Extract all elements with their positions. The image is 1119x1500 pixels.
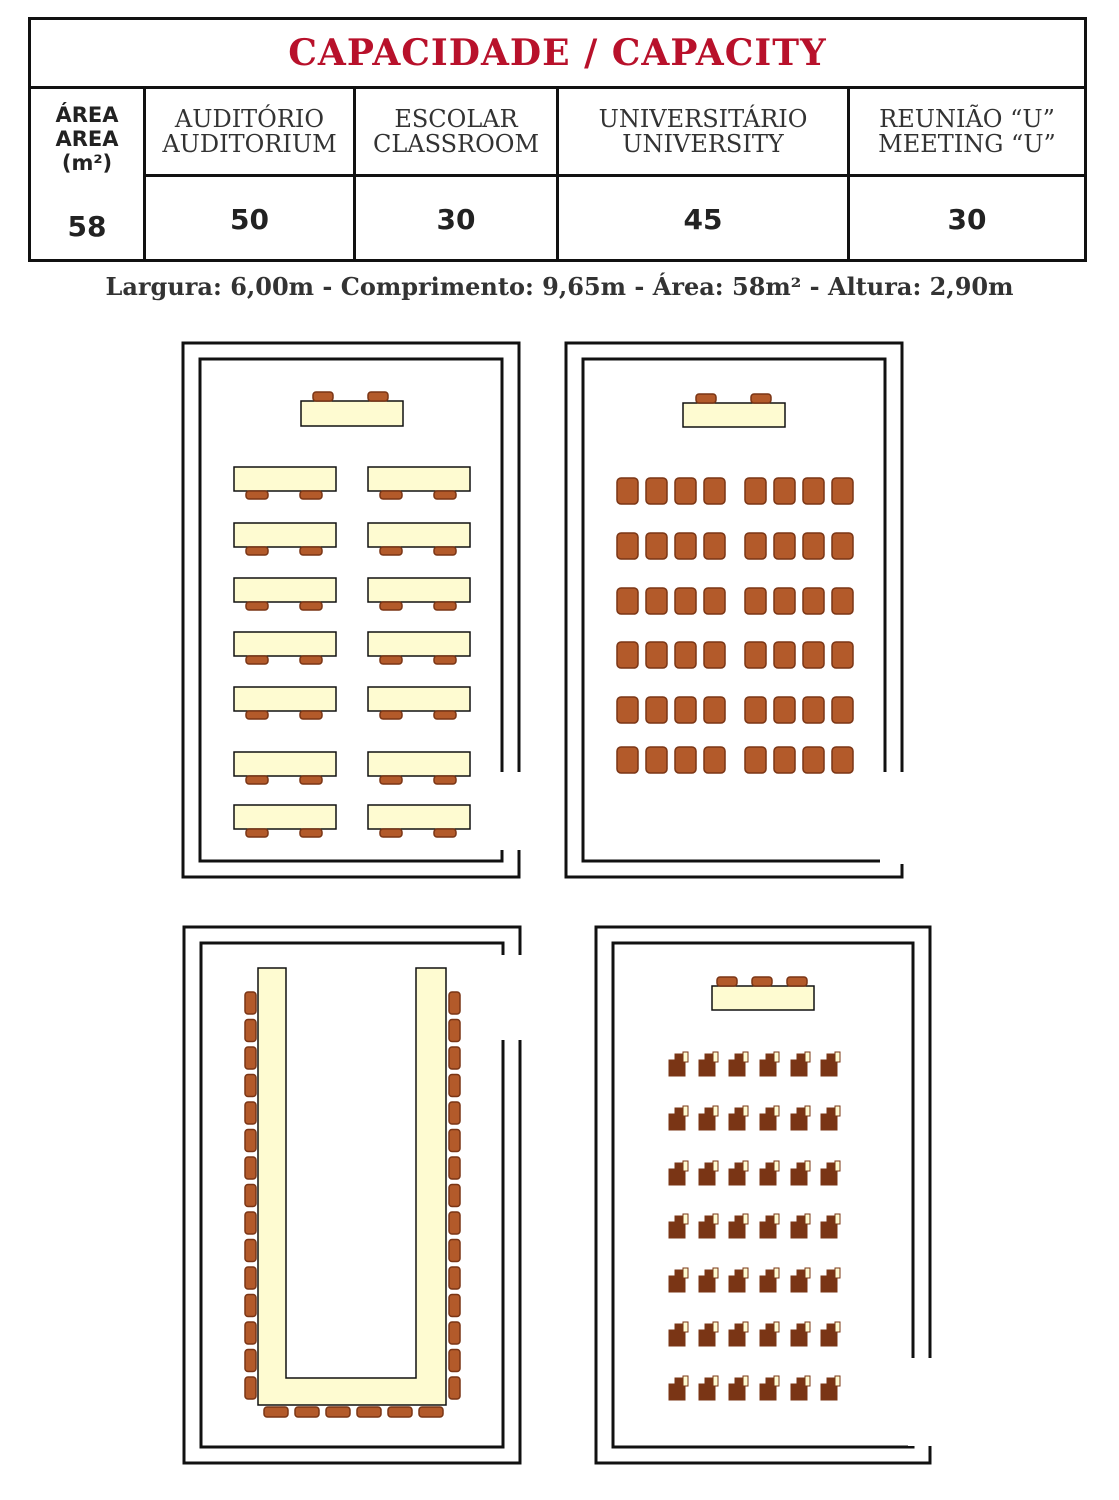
plan-meeting-u [184,927,528,1463]
armchair-desk [805,1214,810,1224]
table [368,805,470,829]
armchair-desk [774,1322,779,1332]
chair [704,533,725,559]
chair [774,642,795,668]
chair [419,1407,443,1417]
door-opening [497,772,527,850]
armchair-desk [835,1268,840,1278]
armchair-desk [835,1161,840,1171]
chair [245,1377,256,1399]
u-table [258,968,446,1405]
chair [617,478,638,504]
column-header-pt: AUDITÓRIO [174,104,325,133]
chair [246,711,268,719]
chair [246,547,268,555]
chair [449,1295,460,1317]
table [368,523,470,547]
chair [246,776,268,784]
chair [704,642,725,668]
chair [245,1047,256,1069]
chair [617,533,638,559]
capacity-title: CAPACIDADE / CAPACITY [31,20,1084,89]
chair [646,642,667,668]
plan-classroom [183,343,527,877]
chair [434,547,456,555]
chair [295,1407,319,1417]
chair [300,711,322,719]
chair [646,533,667,559]
armchair-desk [805,1161,810,1171]
chair [646,588,667,614]
armchair-desk [774,1376,779,1386]
armchair-desk [743,1376,748,1386]
chair [246,829,268,837]
table [234,578,336,602]
chair [803,588,824,614]
chair [380,547,402,555]
area-header-unit: (m²) [61,151,113,175]
chair [774,588,795,614]
table [234,632,336,656]
chair [245,1075,256,1097]
chair [246,491,268,499]
chair [803,747,824,773]
chair [245,1130,256,1152]
chair [245,1350,256,1372]
chair [832,533,853,559]
chair [803,478,824,504]
chair [704,697,725,723]
armchair-desk [713,1214,718,1224]
chair [300,656,322,664]
chair [434,829,456,837]
chair [787,977,807,986]
chair [832,747,853,773]
chair [696,394,716,403]
chair [745,533,766,559]
chair [774,533,795,559]
room-inner-wall [200,359,502,861]
armchair-desk [835,1376,840,1386]
table [234,752,336,776]
armchair-desk [774,1052,779,1062]
chair [803,697,824,723]
chair [245,1240,256,1262]
armchair-desk [743,1052,748,1062]
chair [246,656,268,664]
chair [380,602,402,610]
table [234,523,336,547]
chair [803,642,824,668]
chair [617,697,638,723]
armchair-desk [774,1268,779,1278]
armchair-desk [713,1376,718,1386]
chair [752,977,772,986]
chair [245,992,256,1014]
chair [449,1322,460,1344]
chair [380,776,402,784]
armchair-desk [743,1322,748,1332]
chair [449,992,460,1014]
armchair-desk [774,1106,779,1116]
chair [245,1212,256,1234]
chair [675,642,696,668]
chair [745,478,766,504]
chair [704,588,725,614]
table [234,805,336,829]
door-opening [880,772,910,864]
chair [675,697,696,723]
chair [617,642,638,668]
chair [300,829,322,837]
armchair-desk [683,1376,688,1386]
room-dimensions: Largura: 6,00m - Comprimento: 9,65m - Área: 58m² - Altura: 2,90m [105,272,1014,301]
chair [617,747,638,773]
chair [774,697,795,723]
chair [646,747,667,773]
chair [774,478,795,504]
value-auditorium: 50 [230,203,269,236]
chair [745,697,766,723]
armchair-desk [805,1322,810,1332]
chair [300,491,322,499]
plan-university [596,927,938,1463]
armchair-desk [805,1268,810,1278]
chair [300,547,322,555]
chair [832,697,853,723]
area-value: 58 [67,209,107,243]
armchair-desk [743,1214,748,1224]
area-header-en: AREA [55,127,119,151]
chair [449,1240,460,1262]
chair [300,602,322,610]
armchair-desk [805,1052,810,1062]
armchair-desk [835,1322,840,1332]
chair [245,1020,256,1042]
column-header-pt: REUNIÃO “U” [879,104,1055,133]
column-header-en: AUDITORIUM [162,129,337,158]
table [712,986,814,1010]
chair [745,747,766,773]
armchair-desk [713,1161,718,1171]
armchair-desk [713,1106,718,1116]
chair [245,1267,256,1289]
table [368,687,470,711]
armchair-desk [683,1052,688,1062]
chair [300,776,322,784]
chair [245,1322,256,1344]
chair [449,1130,460,1152]
chair [704,478,725,504]
armchair-desk [774,1214,779,1224]
table [234,687,336,711]
chair [449,1212,460,1234]
chair [449,1020,460,1042]
chair [434,491,456,499]
armchair-desk [743,1106,748,1116]
chair [449,1185,460,1207]
armchair-desk [743,1268,748,1278]
door-opening [908,1358,938,1446]
armchair-desk [835,1052,840,1062]
armchair-desk [683,1214,688,1224]
armchair-desk [835,1214,840,1224]
chair [434,776,456,784]
chair [449,1075,460,1097]
room-inner-wall [613,943,913,1447]
column-header-en: MEETING “U” [878,129,1056,158]
plan-auditorium [566,343,910,877]
chair [264,1407,288,1417]
chair [245,1157,256,1179]
column-header-en: UNIVERSITY [622,129,784,158]
chair [617,588,638,614]
value-classroom: 30 [436,203,476,236]
armchair-desk [805,1376,810,1386]
chair [832,478,853,504]
value-university: 45 [683,203,723,236]
chair [646,478,667,504]
chair [745,642,766,668]
armchair-desk [805,1106,810,1116]
chair [357,1407,381,1417]
armchair-desk [835,1106,840,1116]
chair [434,602,456,610]
chair [675,588,696,614]
chair [380,656,402,664]
chair [704,747,725,773]
table [368,752,470,776]
table [301,401,403,426]
chair [449,1377,460,1399]
table [234,467,336,491]
armchair-desk [743,1161,748,1171]
chair [313,392,333,401]
chair [449,1102,460,1124]
chair [245,1102,256,1124]
table [368,467,470,491]
chair [675,747,696,773]
chair [326,1407,350,1417]
column-header-pt: ESCOLAR [394,104,518,133]
armchair-desk [713,1322,718,1332]
chair [675,533,696,559]
chair [449,1350,460,1372]
armchair-desk [683,1268,688,1278]
chair [751,394,771,403]
chair [832,588,853,614]
chair [368,392,388,401]
chair [380,829,402,837]
chair [449,1267,460,1289]
chair [449,1047,460,1069]
column-header-en: CLASSROOM [372,129,540,158]
chair [434,711,456,719]
chair [434,656,456,664]
table [683,403,785,427]
chair [380,491,402,499]
chair [774,747,795,773]
chair [388,1407,412,1417]
table [368,578,470,602]
chair [717,977,737,986]
armchair-desk [713,1052,718,1062]
chair [745,588,766,614]
chair [646,697,667,723]
chair [675,478,696,504]
area-header-pt: ÁREA [55,103,119,127]
chair [246,602,268,610]
chair [245,1185,256,1207]
chair [832,642,853,668]
armchair-desk [774,1161,779,1171]
armchair-desk [713,1268,718,1278]
value-meeting-u: 30 [947,203,987,236]
armchair-desk [683,1322,688,1332]
chair [380,711,402,719]
table [368,632,470,656]
armchair-desk [683,1161,688,1171]
chair [803,533,824,559]
column-header-pt: UNIVERSITÁRIO [598,104,808,133]
chair [449,1157,460,1179]
chair [245,1295,256,1317]
door-opening [498,955,528,1040]
armchair-desk [683,1106,688,1116]
